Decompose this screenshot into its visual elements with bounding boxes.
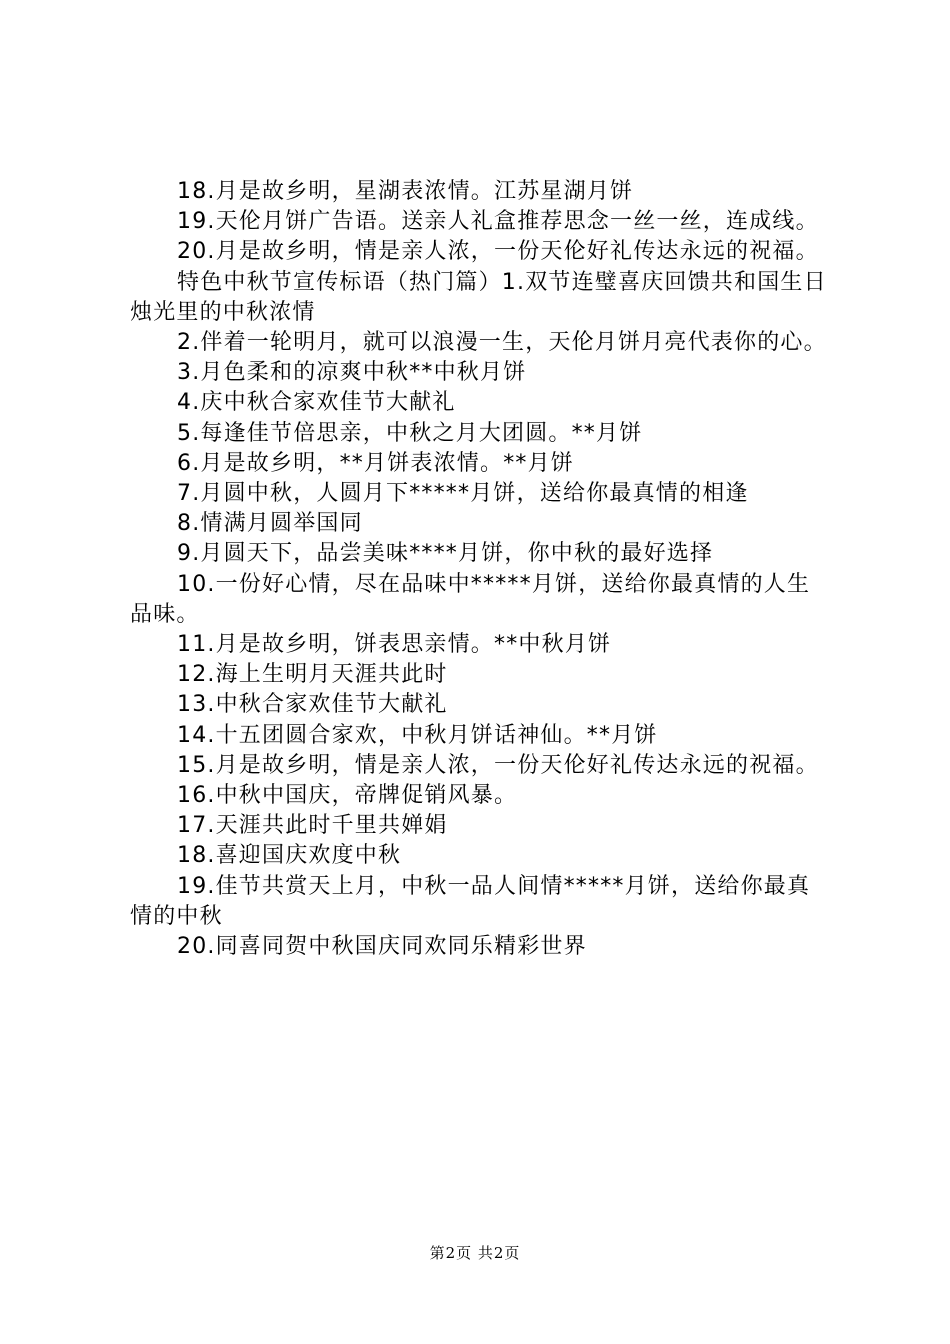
- paragraph: 20.月是故乡明，情是亲人浓，一份天伦好礼传达永远的祝福。: [177, 239, 819, 265]
- paragraph: 7.月圆中秋，人圆月下*****月饼，送给你最真情的相逢: [177, 481, 749, 507]
- paragraph: 11.月是故乡明，饼表思亲情。**中秋月饼: [177, 632, 612, 658]
- paragraph: 3.月色柔和的凉爽中秋**中秋月饼: [177, 360, 527, 386]
- paragraph: 19.佳节共赏天上月，中秋一品人间情*****月饼，送给你最真情的中秋: [130, 873, 811, 929]
- paragraph: 8.情满月圆举国同: [177, 511, 363, 537]
- paragraph: 9.月圆天下，品尝美味****月饼，你中秋的最好选择: [177, 541, 714, 567]
- paragraph: 13.中秋合家欢佳节大献礼: [177, 692, 448, 718]
- paragraph: 18.喜迎国庆欢度中秋: [177, 843, 402, 869]
- paragraph: 18.月是故乡明，星湖表浓情。江苏星湖月饼: [177, 179, 634, 204]
- paragraph: 20.同喜同贺中秋国庆同欢同乐精彩世界: [177, 934, 587, 960]
- paragraph: 4.庆中秋合家欢佳节大献礼: [177, 390, 456, 416]
- paragraph: 5.每逢佳节倍思亲，中秋之月大团圆。**月饼: [177, 420, 643, 446]
- paragraph: 17.天涯共此时千里共婵娟: [177, 813, 448, 839]
- paragraph: 16.中秋中国庆，帝牌促销风暴。: [177, 783, 518, 809]
- paragraph: 15.月是故乡明，情是亲人浓，一份天伦好礼传达永远的祝福。: [177, 752, 819, 778]
- paragraph: 2.伴着一轮明月，就可以浪漫一生，天伦月饼月亮代表你的心。: [177, 330, 827, 356]
- document-body: [130, 177, 830, 962]
- page-number-footer: 第2页 共2页: [429, 1244, 521, 1262]
- paragraph: 6.月是故乡明，**月饼表浓情。**月饼: [177, 450, 574, 476]
- paragraph: 14.十五团圆合家欢，中秋月饼话神仙。**月饼: [177, 722, 658, 748]
- paragraph: 特色中秋节宣传标语（热门篇）1.双节连璧喜庆回馈共和国生日烛光里的中秋浓情: [130, 269, 827, 325]
- paragraph: 12.海上生明月天涯共此时: [177, 662, 448, 688]
- paragraph: 10.一份好心情，尽在品味中*****月饼，送给你最真情的人生品味。: [130, 571, 811, 627]
- paragraph: 19.天伦月饼广告语。送亲人礼盒推荐思念一丝一丝，连成线。: [177, 209, 819, 235]
